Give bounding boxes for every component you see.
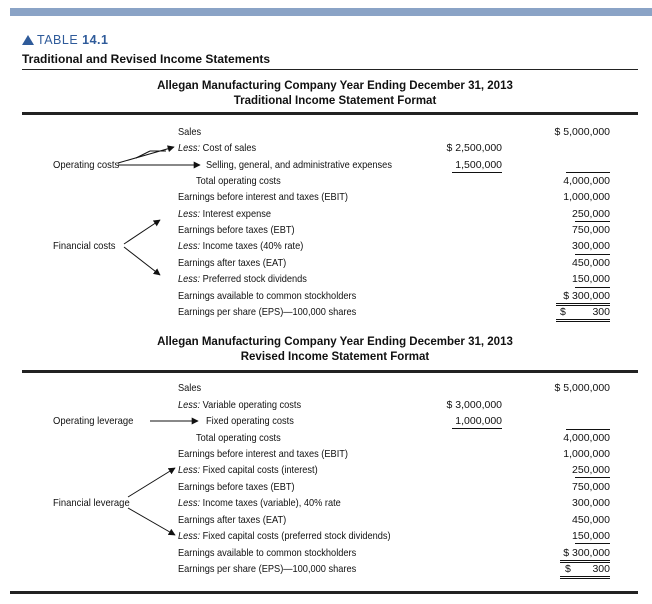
side-label-financial-costs: Financial costs [53, 240, 116, 252]
row-sales-label: Sales [178, 126, 202, 138]
value-interest: 250,000 [572, 208, 610, 220]
value-eps-symbol: $ [565, 563, 571, 575]
row-tax-label: Less: Income taxes (40% rate) [178, 240, 304, 252]
row-ebit-label: Earnings before interest and taxes (EBIT) [178, 448, 349, 460]
arrow-icon [128, 508, 175, 535]
value-ebt: 750,000 [572, 481, 610, 493]
row-total-operating-label: Total operating costs [196, 432, 281, 444]
value-total-operating: 4,000,000 [563, 175, 610, 187]
value-eac: $ 300,000 [563, 547, 610, 559]
arrow-icon [124, 220, 160, 244]
value-eps-symbol: $ [560, 306, 566, 318]
value-total-operating: 4,000,000 [563, 432, 610, 444]
value-eps: 300 [592, 563, 610, 575]
value-tax: 300,000 [572, 497, 610, 509]
value-eat: 450,000 [572, 257, 610, 269]
value-eac: $ 300,000 [563, 290, 610, 302]
value-tax: 300,000 [572, 240, 610, 252]
value-cost-of-sales: $ 2,500,000 [446, 142, 502, 154]
row-cost-of-sales-label: Less: Cost of sales [178, 142, 257, 154]
table-subtitle: Traditional and Revised Income Statements [22, 52, 271, 66]
row-ebit-label: Earnings before interest and taxes (EBIT) [178, 191, 349, 203]
row-eps-label: Earnings per share (EPS)—100,000 shares [178, 563, 357, 575]
table-number: 14.1 [82, 33, 109, 47]
row-eat-label: Earnings after taxes (EAT) [178, 257, 287, 269]
row-eat-label: Earnings after taxes (EAT) [178, 514, 287, 526]
row-variable-costs-label: Less: Variable operating costs [178, 399, 302, 411]
arrow-icon [128, 468, 175, 497]
value-ebit: 1,000,000 [563, 448, 610, 460]
revised-title-line1: Allegan Manufacturing Company Year Ending December 31, 2013 [157, 336, 513, 348]
value-eat: 450,000 [572, 514, 610, 526]
row-total-operating-label: Total operating costs [196, 175, 281, 187]
side-label-financial-leverage: Financial leverage [53, 497, 130, 509]
row-ebt-label: Earnings before taxes (EBT) [178, 481, 295, 493]
value-preferred: 150,000 [572, 273, 610, 285]
value-sales: $ 5,000,000 [554, 126, 610, 138]
value-fixed-capital-preferred: 150,000 [572, 530, 610, 542]
value-sga: 1,500,000 [455, 159, 502, 171]
row-eps-label: Earnings per share (EPS)—100,000 shares [178, 306, 357, 318]
row-eac-label: Earnings available to common stockholders [178, 290, 357, 302]
row-fixed-capital-preferred-label: Less: Fixed capital costs (preferred stock dividends) [178, 530, 391, 542]
row-tax-label: Less: Income taxes (variable), 40% rate [178, 497, 341, 509]
value-variable-costs: $ 3,000,000 [446, 399, 502, 411]
row-sga-label: Selling, general, and administrative expenses [206, 159, 392, 171]
row-fixed-capital-interest-label: Less: Fixed capital costs (interest) [178, 464, 318, 476]
arrow-icon [118, 147, 174, 163]
row-ebt-label: Earnings before taxes (EBT) [178, 224, 295, 236]
arrow-icon [124, 247, 160, 275]
value-ebt: 750,000 [572, 224, 610, 236]
row-interest-label: Less: Interest expense [178, 208, 271, 220]
row-eac-label: Earnings available to common stockholders [178, 547, 357, 559]
table-word: TABLE [37, 33, 79, 47]
value-sales: $ 5,000,000 [554, 382, 610, 394]
side-label-operating-leverage: Operating leverage [53, 415, 134, 427]
side-label-operating-costs: Operating costs [53, 159, 120, 171]
traditional-title-line2: Traditional Income Statement Format [233, 95, 437, 107]
value-eps: 300 [592, 306, 610, 318]
row-fixed-costs-label: Fixed operating costs [206, 415, 294, 427]
value-fixed-costs: 1,000,000 [455, 415, 502, 427]
row-preferred-label: Less: Preferred stock dividends [178, 273, 307, 285]
value-ebit: 1,000,000 [563, 191, 610, 203]
revised-title-line2: Revised Income Statement Format [240, 351, 430, 363]
row-sales-label: Sales [178, 382, 202, 394]
value-fixed-capital-interest: 250,000 [572, 464, 610, 476]
traditional-title-line1: Allegan Manufacturing Company Year Ending December 31, 2013 [157, 80, 513, 92]
